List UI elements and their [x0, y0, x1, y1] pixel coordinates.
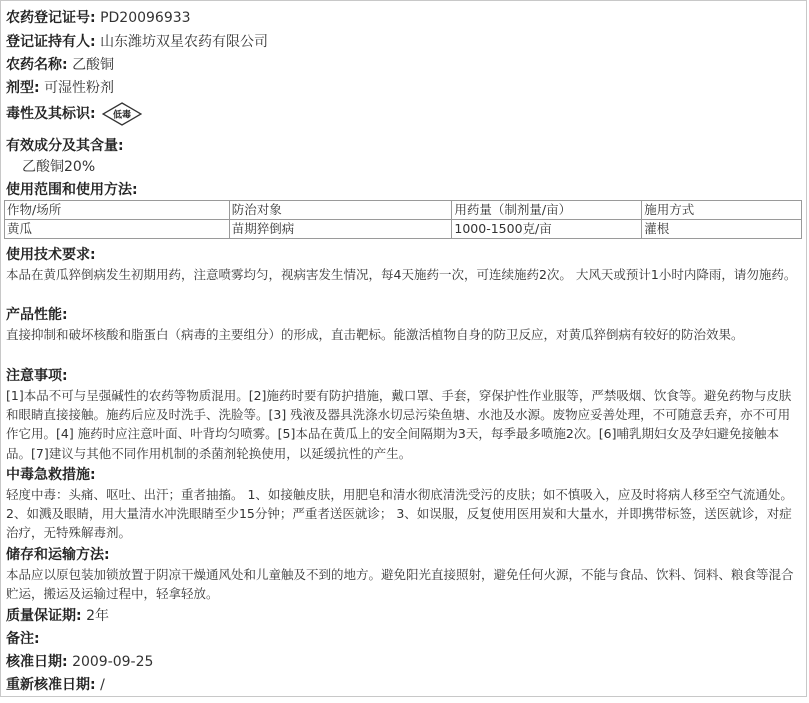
tech-label: 使用技术要求: [6, 247, 96, 263]
ingredient-row [6, 157, 801, 177]
shelf-value: 2年 [86, 608, 109, 624]
ingredient-header [6, 136, 801, 156]
table-row [5, 220, 802, 239]
table-header-cell: 作物/场所 [5, 201, 230, 220]
table-header-cell: 防治对象 [229, 201, 452, 220]
toxicity-label: 毒性及其标识: [6, 106, 96, 122]
table-header-row [5, 201, 802, 220]
toxicity-row [6, 102, 801, 126]
performance-header [6, 305, 801, 325]
table-cell: 黄瓜 [5, 220, 230, 239]
table-header-cell: 施用方式 [642, 201, 802, 220]
formulation-label: 剂型: [6, 80, 40, 96]
holder-value: 山东潍坊双星农药有限公司 [100, 34, 269, 50]
shelf-label: 质量保证期: [6, 608, 82, 624]
formulation-row [6, 78, 801, 98]
diamond-low-toxicity-icon [102, 102, 142, 126]
firstaid-header [6, 465, 801, 485]
reapproval-row [6, 675, 801, 695]
holder-label: 登记证持有人: [6, 34, 96, 50]
remarks-row [6, 629, 801, 649]
approval-value: 2009-09-25 [72, 654, 154, 670]
table-cell: 苗期猝倒病 [229, 220, 452, 239]
reapproval-label: 重新核准日期: [6, 677, 96, 693]
usage-label: 使用范围和使用方法: [6, 182, 138, 198]
performance-label: 产品性能: [6, 307, 68, 323]
storage-label: 储存和运输方法: [6, 547, 110, 563]
approval-label: 核准日期: [6, 654, 68, 670]
firstaid-label: 中毒急救措施: [6, 467, 96, 483]
table-cell: 1000-1500克/亩 [452, 220, 642, 239]
usage-table [4, 200, 802, 239]
reg-no-row [6, 8, 801, 28]
approval-row [6, 652, 801, 672]
table-header-cell: 用药量（制剂量/亩） [452, 201, 642, 220]
shelf-row [6, 606, 801, 626]
storage-text: 本品应以原包装加锁放置于阴凉干燥通风处和儿童触及不到的地方。避免阳光直接照射，避免任何火源，不能与食品、饮料、饲料、粮食等混合贮运，搬运及运输过程中，轻拿轻放。 [6, 567, 794, 602]
name-label: 农药名称: [6, 57, 68, 73]
reapproval-value: / [100, 677, 105, 693]
tech-header [6, 245, 801, 265]
table-cell: 灌根 [642, 220, 802, 239]
reg-no-value: PD20096933 [100, 10, 191, 26]
performance-text: 直接抑制和破坏核酸和脂蛋白（病毒的主要组分）的形成，直击靶标。能激活植物自身的防卫反应，对黄瓜猝倒病有较好的防治效果。 [6, 327, 744, 342]
precautions-header [6, 366, 801, 386]
tech-text: 本品在黄瓜猝倒病发生初期用药，注意喷雾均匀，视病害发生情况，每4天施药一次，可连续施药2次。 大风天或预计1小时内降雨，请勿施药。 [6, 267, 797, 282]
remarks-label: 备注: [6, 631, 40, 647]
name-row [6, 55, 801, 75]
holder-row [6, 32, 801, 52]
storage-header [6, 545, 801, 565]
toxicity-sign-text: 低毒 [112, 110, 131, 121]
firstaid-text: 轻度中毒：头痛、呕吐、出汗；重者抽搐。 1、如接触皮肤，用肥皂和清水彻底清洗受污的皮肤；如不慎吸入，应及时将病人移至空气流通处。 2、如溅及眼睛，用大量清水冲洗眼睛至少15分钟；严重者送医就诊； 3、如误服，反复使用医用炭和大量水，并即携带标签，送医就诊，对症治疗，无特殊解毒剂。 [6, 487, 793, 541]
ingredient-value: 乙酸铜20% [22, 159, 96, 175]
ingredient-label: 有效成分及其含量: [6, 138, 124, 154]
name-value: 乙酸铜 [72, 57, 115, 73]
precautions-label: 注意事项: [6, 368, 68, 384]
usage-header [6, 180, 801, 200]
reg-no-label: 农药登记证号: [6, 10, 96, 26]
formulation-value: 可湿性粉剂 [44, 80, 115, 96]
precautions-text: [1]本品不可与呈强碱性的农药等物质混用。[2]施药时要有防护措施，戴口罩、手套，穿保护性作业服等，严禁吸烟、饮食等。避免药物与皮肤和眼睛直接接触。施药后应及时洗手、洗脸等。[3] 残液及器具洗涤水切忌污染鱼塘、水池及水源。废物应妥善处理，不可随意丢弃，亦不可用作它用。[4] 施药时应注意叶面、叶背均匀喷雾。[5]本品在黄瓜上的安全间隔期为3天，每季最多喷施2次。[6]哺乳期妇女及孕妇避免接触本品。[7]建议与其他不同作用机制的杀菌剂轮换使用，以延缓抗性的产生。 [6, 388, 792, 461]
